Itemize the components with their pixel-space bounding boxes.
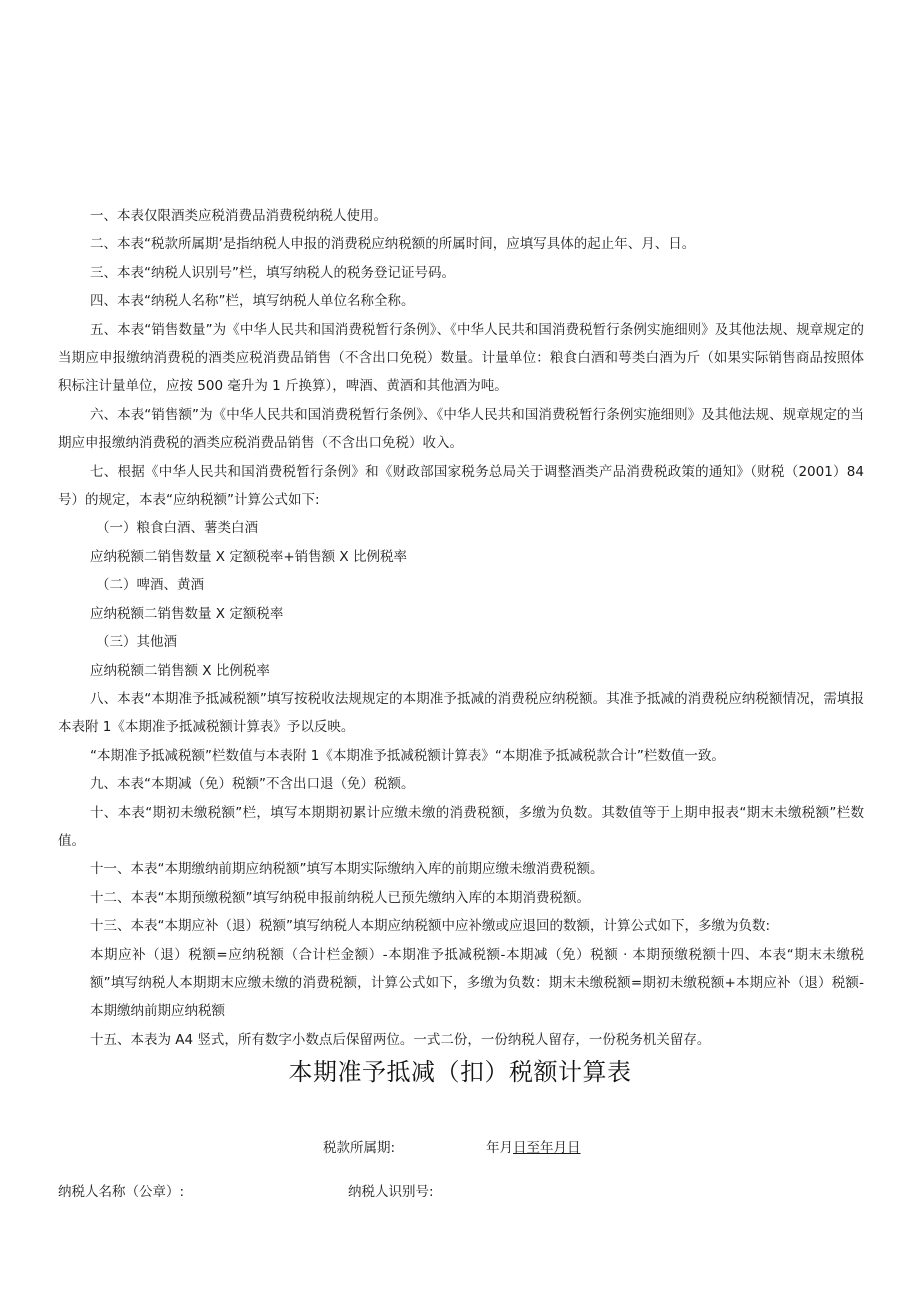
instructions-section <box>58 202 864 1054</box>
instruction-paragraph: 八、本表“本期准予抵减税额”填写按税收法规规定的本期准予抵减的消费税应纳税额。其准予抵减的消费税应纳税额情况，需填报本表附 1《本期准予抵减税额计算表》予以反映。 <box>58 690 864 736</box>
formula-subheading: （三）其他酒 <box>96 634 177 651</box>
instruction-paragraph: 六、本表“销售额”为《中华人民共和国消费税暂行条例》、《中华人民共和国消费税暂行条例实施细则》及其他法规、规章规定的当期应申报缴纳消费税的酒类应税消费品销售（不含出口免税）收入。 <box>58 406 864 452</box>
instruction-paragraph: 十一、本表“本期缴纳前期应纳税额”填写本期实际缴纳入库的前期应缴未缴消费税额。 <box>90 861 604 878</box>
taxpayer-name-label: 纳税人名称（公章）: <box>58 1184 185 1200</box>
instruction-paragraph: “本期准予抵减税额”栏数值与本表附 1《本期准予抵减税额计算表》“本期准予抵减税款合计”栏数值一致。 <box>90 747 725 764</box>
formula-line: 本期应补（退）税额=应纳税额（合计栏金额）-本期准予抵减税额-本期减（免）税额 · 本期预缴税额十四、本表“期末未缴税额”填写纳税人本期期末应缴未缴的消费税额，计算公式如下，多缴为负数：期末未缴税额=期初未缴税额+本期应补（退）税额-本期缴纳前期应纳税额 <box>90 946 864 1020</box>
form-title: 本期准予抵减（扣）税额计算表 <box>288 1058 632 1086</box>
instruction-paragraph: 十二、本表“本期预缴税额”填写纳税申报前纳税人已预先缴纳入库的本期消费税额。 <box>90 889 590 906</box>
instruction-paragraph: 四、本表“纳税人名称”栏，填写纳税人单位名称全称。 <box>90 293 415 310</box>
formula-line: 应纳税额二销售数量 X 定额税率+销售额 X 比例税率 <box>90 548 407 565</box>
instruction-paragraph: 九、本表“本期减（免）税额”不含出口退（免）税额。 <box>90 776 415 793</box>
instruction-paragraph: 十五、本表为 A4 竖式，所有数字小数点后保留两位。一式二份，一份纳税人留存，一份税务机关留存。 <box>90 1031 711 1048</box>
instruction-paragraph: 二、本表“税款所属期’是指纳税人申报的消费税应纳税额的所属时间，应填写具体的起止年、月、日。 <box>90 236 696 253</box>
instruction-paragraph: 十、本表“期初未缴税额”栏，填写本期期初累计应缴未缴的消费税额，多缴为负数。其数值等于上期申报表“期末未缴税额”栏数值。 <box>58 804 864 849</box>
tax-period-value-plain: 年月 <box>486 1140 513 1156</box>
tax-period-value-underlined: 日至年月日 <box>513 1140 581 1156</box>
tax-period-label: 税款所属期: <box>323 1140 396 1156</box>
instruction-paragraph: 七、根据《中华人民共和国消费税暂行条例》和《财政部国家税务总局关于调整酒类产品消费税政策的通知》（财税（2001）84 号）的规定，本表“应纳税额”计算公式如下: <box>58 463 864 509</box>
tax-period-value <box>486 1136 581 1156</box>
instruction-paragraph: 十三、本表“本期应补（退）税额”填写纳税人本期应纳税额中应补缴或应退回的数额，计算公式如下，多缴为负数: <box>90 918 771 935</box>
instruction-paragraph: 五、本表“销售数量”为《中华人民共和国消费税暂行条例》、《中华人民共和国消费税暂行条例实施细则》及其他法规、规章规定的当期应申报缴纳消费税的酒类应税消费品销售（不含出口免税）数量。计量单位：粮食白酒和萼类白酒为斤（如果实际销售商品按照体积标注计量单位，应按 500 毫升为 1 斤换算），啤酒、黄酒和其他酒为吨。 <box>58 321 864 395</box>
formula-line: 应纳税额二销售数量 X 定额税率 <box>90 605 284 622</box>
instruction-paragraph: 一、本表仅限酒类应税消费品消费税纳税人使用。 <box>90 208 387 224</box>
formula-subheading: （二）啤酒、黄酒 <box>96 577 204 594</box>
taxpayer-id-label: 纳税人识别号: <box>348 1184 434 1200</box>
instruction-paragraph: 三、本表“纳税人识别号”栏，填写纳税人的税务登记证号码。 <box>90 264 455 281</box>
formula-line: 应纳税额二销售额 X 比例税率 <box>90 662 270 679</box>
formula-subheading: （一）粮食白酒、薯类白酒 <box>96 520 258 537</box>
